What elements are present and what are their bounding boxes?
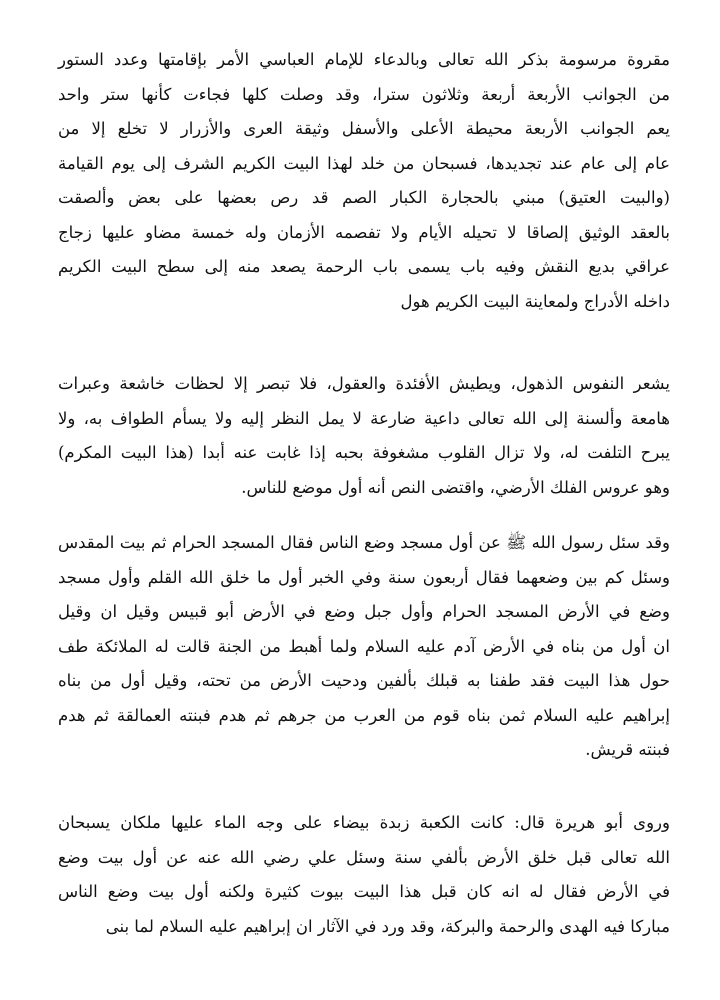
text-line: الله تعالى قبل خلق الأرض بألفي سنة وسئل علي رضي الله عنه عن أول بيت وضع — [58, 847, 670, 867]
text-line: مقروة مرسومة بذكر الله تعالى وبالدعاء للإمام العباسي الأمر بإقامتها وعدد الستور — [58, 50, 670, 69]
text-line: بالعقد الوثيق إلصاقا لا تحيله الأيام ولا تفصمه الأزمان وله خمسة مضاو عليها زجاج — [58, 222, 670, 242]
text-line: فبنته قريش. — [585, 740, 670, 759]
text-line: عراقي بديع النقش وفيه باب يسمى باب الرحمة يصعد منه إلى سطح البيت الكريم — [58, 257, 670, 276]
text-line: داخله الأدراج ولمعاينة البيت الكريم هول — [400, 291, 670, 311]
text-line: يبرح التلفت له، ولا تزال القلوب مشغوفة بحبه إذا غابت عنه أبدا (هذا البيت المكرم) — [58, 443, 670, 462]
text-line: عام إلى عام عند تجديدها، فسبحان من خلد لهذا البيت الكريم الشرف إلى يوم القيامة — [58, 153, 670, 173]
text-line: (والبيت العتيق) مبني بالحجارة الكبار الصم قد رص بعضها على بعض وألصقت — [58, 188, 670, 207]
text-line: وهو عروس الفلك الأرضي، واقتضى النص أنه أول موضع للناس. — [241, 477, 670, 497]
text-line: يعم الجوانب الأربعة محيطة الأعلى والأسفل وثيقة العرى والأزرار لا تخلع إلا من — [58, 119, 670, 138]
text-line: وروى أبو هريرة قال: كانت الكعبة زبدة بيضاء على وجه الماء عليها ملكان يسبحان — [58, 813, 670, 832]
text-line: وسئل كم بين وضعهما فقال أربعون سنة وفي الخبر أول ما خلق الله القلم وأول مسجد — [58, 567, 670, 587]
text-line: في الأرض فقال له انه كان قبل هذا البيت بيوت كثيرة ولكنه أول بيت وضع الناس — [58, 882, 670, 901]
text-line: من الجوانب الأربعة أربعة وثلاثون سترا، وقد وصلت كلها فجاءت كأنها ستر واحد — [58, 84, 670, 104]
text-line: حول هذا البيت فقد طفنا به قبلك بألفين ودحيت الأرض من تحته، وقيل أول من بناه — [58, 671, 670, 690]
text-line: إبراهيم عليه السلام ثمن بناه قوم من العرب من جرهم ثم هدم فبنته العمالقة ثم هدم — [58, 705, 670, 725]
text-line: يشعر النفوس الذهول، ويطيش الأفئدة والعقول، فلا تبصر إلا لحظات خاشعة وعبرات — [58, 374, 670, 393]
text-line: وضع في الأرض المسجد الحرام وأول جبل وضع في الأرض أبو قبيس وقيل ان وقيل — [58, 602, 670, 621]
text-line: هامعة وألسنة إلى الله تعالى داعية ضارعة لا يمل النظر إليه ولا يسأم الطواف به، ولا — [58, 408, 670, 428]
text-line: وقد سئل رسول الله ﷺ عن أول مسجد وضع الناس فقال المسجد الحرام ثم بيت المقدس — [58, 533, 670, 552]
text-line: ان أول من بناه في الأرض آدم عليه السلام ولما أهبط من الجنة قالت له الملائكة طف — [58, 636, 670, 656]
text-line: مباركا فيه الهدى والرحمة والبركة، وقد ورد في الآثار ان إبراهيم عليه السلام لما بنى — [105, 916, 670, 936]
